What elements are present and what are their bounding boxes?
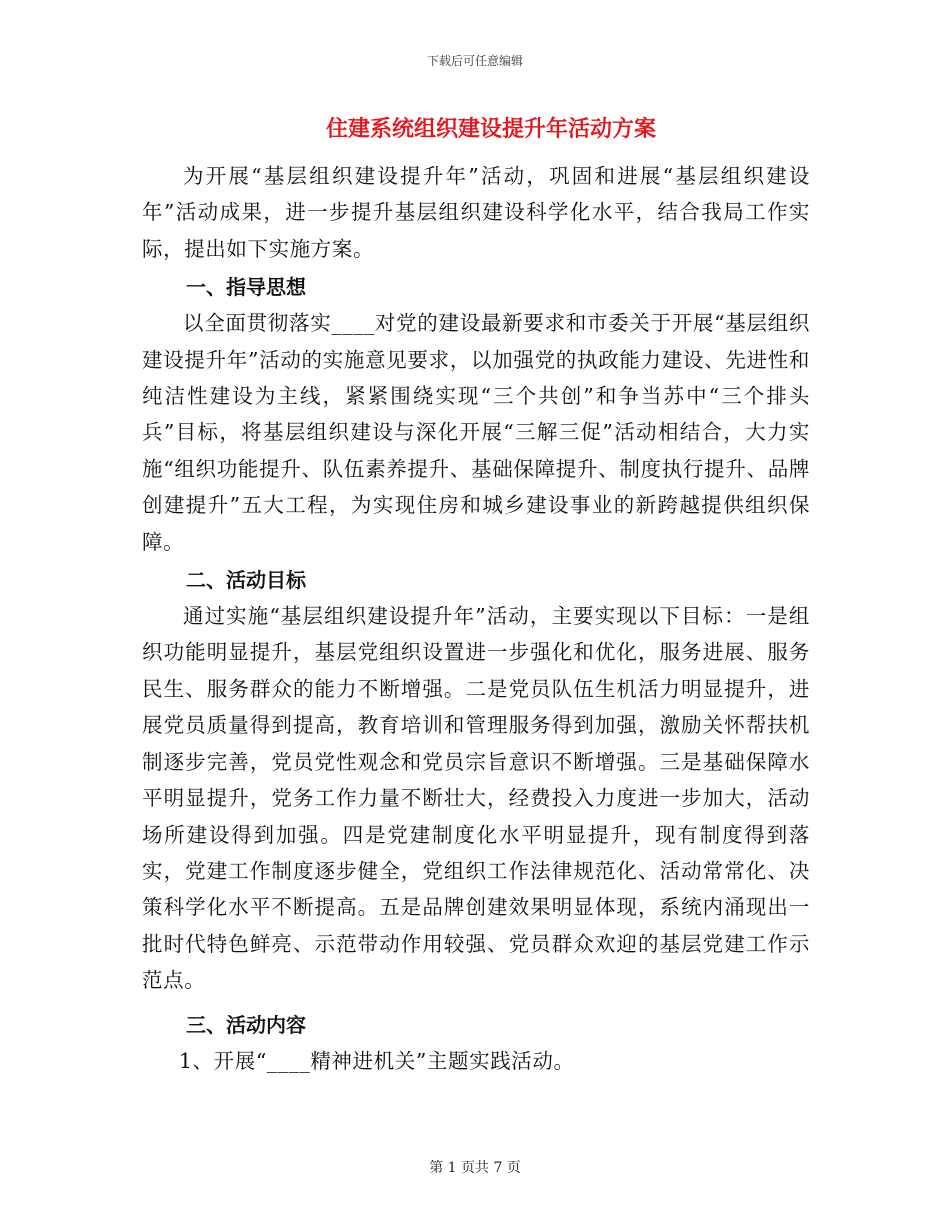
section-heading-goals: 二、活动目标	[186, 568, 306, 593]
header-note: 下载后可任意编辑	[426, 54, 523, 68]
guide-paragraph: 以全面贯彻落实____对党的建设最新要求和市委关于开展“基层组织建设提升年”活动的实施意见要求，以加强党的执政能力建设、先进性和纯洁性建设为主线，紧紧围绕实现“三个共创”和争当苏中“三个排头兵”目标，将基层组织建设与深化开展“三解三促”活动相结合，大力实施“组织功能提升、队伍素养提升、基础保障提升、制度执行提升、品牌创建提升”五大工程，为实现住房和城乡建设事业的新跨越提供组织保障。	[142, 311, 810, 554]
document-page	[142, 112, 810, 1079]
section-heading-guide: 一、指导思想	[186, 275, 306, 300]
section-heading-content: 三、活动内容	[186, 1012, 306, 1037]
document-title: 住建系统组织建设提升年活动方案	[325, 117, 656, 142]
goals-paragraph: 通过实施“基层组织建设提升年”活动，主要实现以下目标：一是组织功能明显提升，基层党组织设置进一步强化和优化，服务进展、服务民生、服务群众的能力不断增强。二是党员队伍生机活力明显提升，进展党员质量得到提高，教育培训和管理服务得到加强，激励关怀帮扶机制逐步完善，党员党性观念和党员宗旨意识不断增强。三是基础保障水平明显提升，党务工作力量不断壮大，经费投入力度进一步加大，活动场所建设得到加强。四是党建制度化水平明显提升，现有制度得到落实，党建工作制度逐步健全，党组织工作法律规范化、活动常常化、决策科学化水平不断提高。五是品牌创建效果明显体现，系统内涌现出一批时代特色鲜亮、示范带动作用较强、党员群众欢迎的基层党建工作示范点。	[142, 604, 810, 993]
intro-paragraph: 为开展“基层组织建设提升年”活动，巩固和进展“基层组织建设年”活动成果，进一步提升基层组织建设科学化水平，结合我局工作实际，提出如下实施方案。	[142, 164, 810, 261]
content-item-1: 1、开展“____精神进机关”主题实践活动。	[178, 1048, 575, 1073]
page-footer: 第 1 页共 7 页	[429, 1160, 521, 1176]
